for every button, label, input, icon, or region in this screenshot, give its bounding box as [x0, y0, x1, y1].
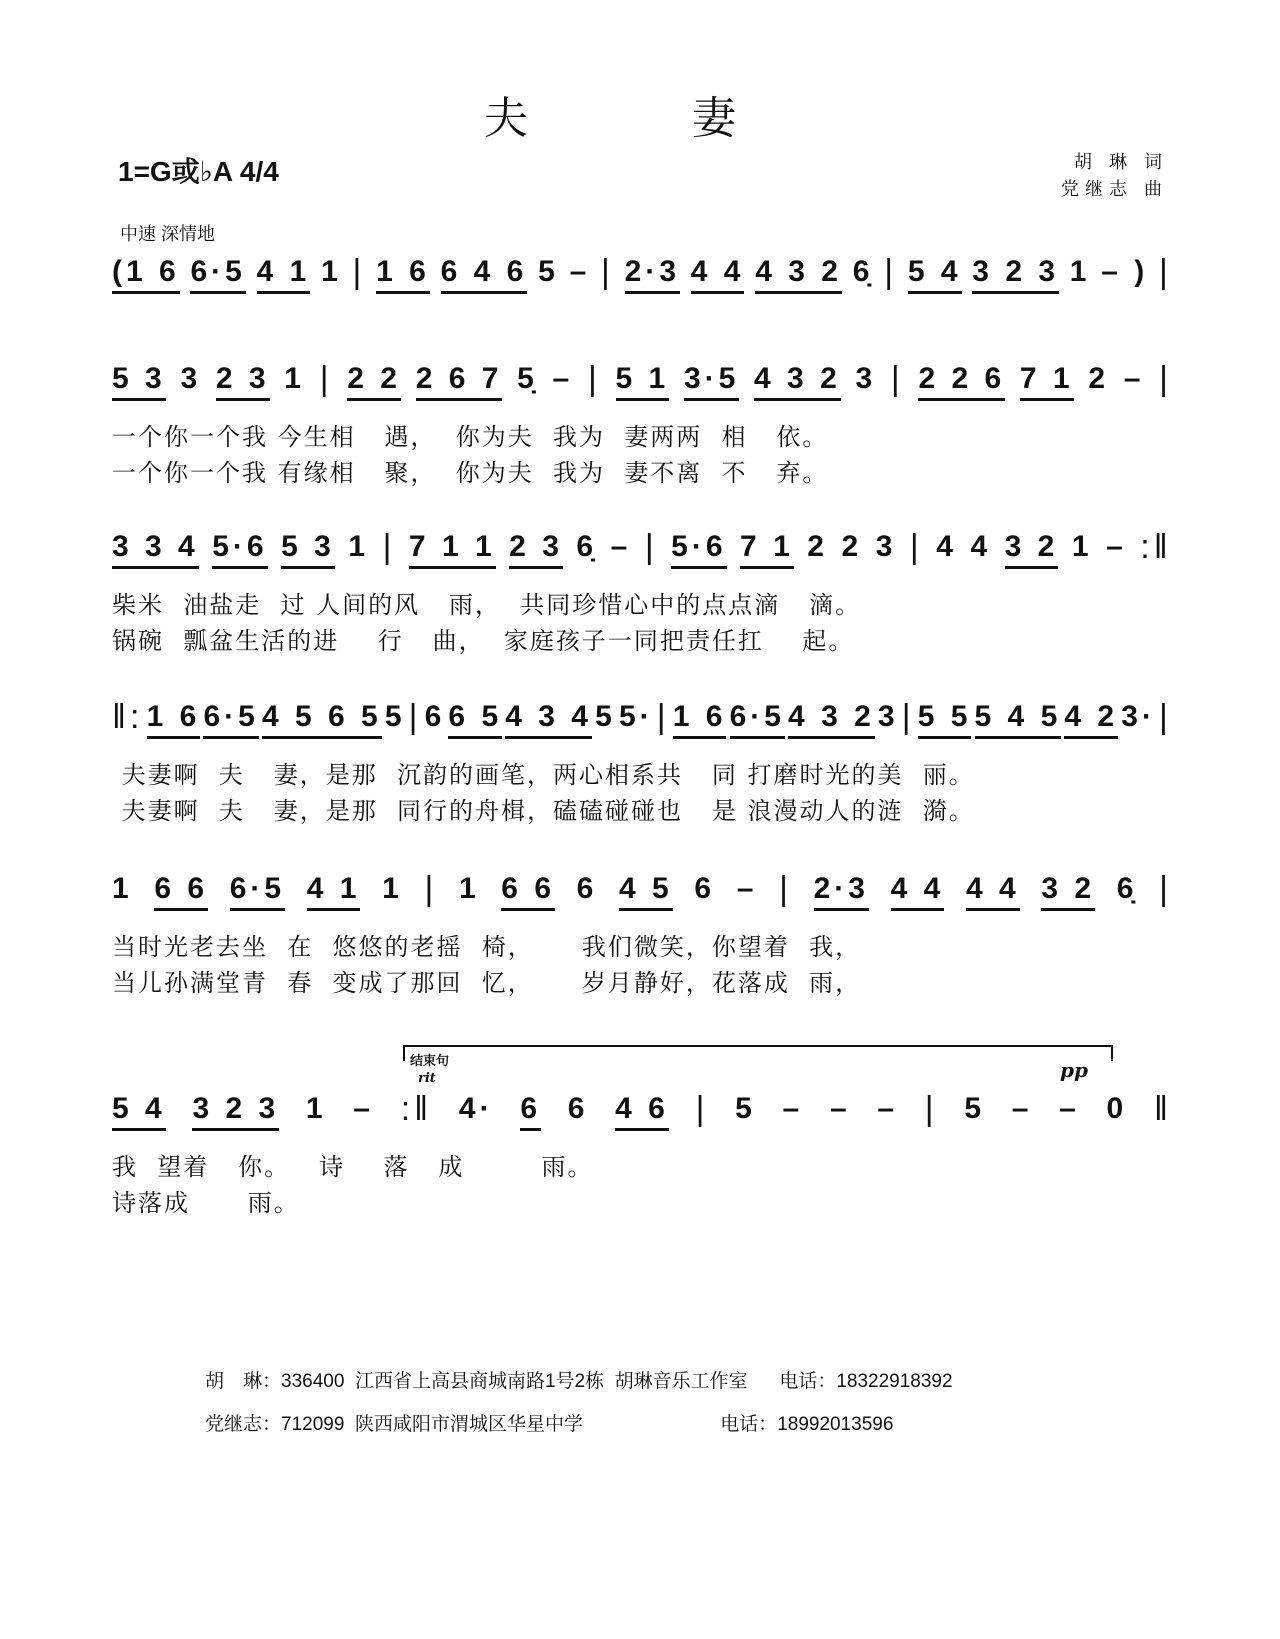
- note-group: 2: [1088, 362, 1110, 395]
- footer-line-2: 党继志：712099 陕西咸阳市渭城区华星中学 电话：18992013596: [205, 1414, 894, 1435]
- note-group: 7 1 1: [409, 530, 496, 569]
- lyrics-verse-2: 夫妻啊 夫 妻，是那 同行的舟楫，磕磕碰碰也 是 浪漫动人的涟 漪。: [112, 797, 975, 825]
- note-group: 4 2: [1064, 700, 1118, 739]
- note-group: 3: [875, 530, 897, 563]
- barline: |: [601, 253, 614, 291]
- note-group: –: [736, 872, 758, 905]
- note-group: 3 2 3: [972, 255, 1059, 294]
- note-group: 4: [970, 530, 992, 563]
- note-group: 2 3: [509, 530, 563, 569]
- note-group: 4 3 2: [788, 700, 875, 739]
- barline: |: [408, 698, 422, 736]
- note-group: 5̣: [517, 362, 538, 395]
- note-group: 1: [321, 255, 342, 288]
- note-group: 3·: [1121, 700, 1156, 733]
- note-group: 6: [567, 1092, 589, 1125]
- note-group: 3: [877, 700, 899, 733]
- barline: |: [319, 360, 333, 398]
- barline: |: [1159, 870, 1172, 908]
- barline: |: [890, 360, 904, 398]
- note-group: 6: [424, 700, 446, 733]
- note-group: 1 6: [376, 255, 430, 294]
- note-group: 1: [382, 872, 403, 905]
- note-group: 6̣: [852, 255, 874, 288]
- note-group: 5 4: [112, 1092, 166, 1131]
- note-group: 5: [384, 700, 406, 733]
- note-group: 4 5 6 5: [262, 700, 382, 739]
- note-group: –: [1011, 1092, 1033, 1125]
- barline: |: [884, 253, 898, 291]
- barline: |: [909, 528, 923, 566]
- note-group: 6 6: [154, 872, 208, 911]
- key-signature: 1=G或♭A 4/4: [118, 156, 279, 187]
- lyrics-verse-1: 一个你一个我 今生相 遇， 你为夫 我为 妻两两 相 依。: [112, 423, 829, 451]
- note-group: 2: [841, 530, 863, 563]
- note-group: 2 2 6: [918, 362, 1005, 401]
- note-group: 6̣: [1116, 872, 1138, 905]
- lyricist: 胡 琳 词: [1073, 152, 1168, 172]
- note-group: 5·6: [212, 530, 267, 569]
- note-group: 6 4 6: [441, 255, 528, 294]
- note-group: 5·: [618, 700, 654, 733]
- note-group: 6̣: [576, 530, 598, 563]
- barline: :‖: [1140, 528, 1172, 566]
- note-group: –: [1123, 362, 1145, 395]
- note-group: 5 1: [616, 362, 670, 401]
- lyrics-verse-2: 诗落成 雨。: [112, 1189, 300, 1217]
- note-group: 4 4: [691, 255, 745, 294]
- barline: |: [656, 698, 670, 736]
- note-group: –: [353, 1092, 374, 1125]
- note-group: 4 3 2: [754, 362, 841, 401]
- notation-line: [112, 700, 1172, 744]
- rit-marking: rit: [418, 1071, 436, 1086]
- note-group: 1: [305, 1092, 327, 1125]
- barline: ‖:: [112, 698, 144, 736]
- note-group: 6: [520, 1092, 541, 1131]
- note-group: 1 6: [673, 700, 727, 739]
- note-group: 4 1: [307, 872, 361, 911]
- notation-line: [112, 530, 1172, 574]
- lyrics-verse-2: 当儿孙满堂青 春 变成了那回 忆， 岁月静好，花落成 雨，: [112, 969, 862, 997]
- barline: |: [382, 528, 396, 566]
- note-group: 2: [807, 530, 828, 563]
- note-group: 5 4: [908, 255, 962, 294]
- note-group: 4: [936, 530, 957, 563]
- note-group: –: [829, 1092, 851, 1125]
- note-group: 1: [1071, 530, 1093, 563]
- barline: ‖: [1153, 1090, 1172, 1128]
- note-group: –: [569, 255, 591, 288]
- note-group: – ): [1101, 255, 1149, 288]
- note-group: 5: [964, 1092, 986, 1125]
- note-group: 5 4 5: [975, 700, 1062, 739]
- note-group: 1: [284, 362, 305, 395]
- note-group: 7 1: [740, 530, 794, 569]
- note-group: 3 2: [1005, 530, 1059, 569]
- barline: |: [779, 870, 792, 908]
- notation-line: [112, 255, 1172, 299]
- note-group: 1: [112, 872, 133, 905]
- note-group: 4 4: [891, 872, 945, 911]
- dynamic-marking: pp: [1060, 1058, 1088, 1082]
- notation-line: [112, 1092, 1172, 1136]
- lyrics-verse-2: 一个你一个我 有缘相 聚， 你为夫 我为 妻不离 不 弃。: [112, 459, 829, 487]
- barline: |: [424, 870, 438, 908]
- note-group: 6 5: [448, 700, 502, 739]
- lyrics-verse-1: 夫妻啊 夫 妻，是那 沉韵的画笔，两心相系共 同 打磨时光的美 丽。: [112, 761, 975, 789]
- barline: :‖: [400, 1090, 433, 1128]
- note-group: 6·5: [230, 872, 285, 911]
- note-group: 2 3: [216, 362, 270, 401]
- ending-label: 结束句: [410, 1053, 450, 1068]
- notation-line: [112, 362, 1172, 406]
- footer-line-1: 胡 琳：336400 江西省上高县商城南路1号2栋 胡琳音乐工作室 电话：18322918392: [205, 1371, 953, 1392]
- lyrics-verse-2: 锅碗 瓢盆生活的进 行 曲， 家庭孩子一同把责任扛 起。: [112, 627, 855, 655]
- barline: |: [901, 698, 915, 736]
- note-group: (1 6: [112, 255, 180, 294]
- note-group: 5·6: [671, 530, 726, 569]
- note-group: 1: [348, 530, 370, 563]
- lyrics-verse-1: 我 望着 你。 诗 落 成 雨。: [112, 1153, 594, 1181]
- barline: |: [1159, 360, 1172, 398]
- note-group: –: [782, 1092, 804, 1125]
- barline: |: [924, 1090, 938, 1128]
- lyrics-verse-1: 当时光老去坐 在 悠悠的老摇 椅， 我们微笑，你望着 我，: [112, 933, 862, 961]
- note-group: 4 5: [619, 872, 673, 911]
- note-group: 4 1: [257, 255, 311, 294]
- note-group: 2 6 7: [416, 362, 503, 401]
- note-group: 0: [1106, 1092, 1128, 1125]
- note-group: 4 3 2: [755, 255, 842, 294]
- composer: 党继志 曲: [1060, 179, 1168, 199]
- note-group: 3 2: [1041, 872, 1095, 911]
- note-group: 3: [180, 362, 202, 395]
- ending-bracket: [403, 1045, 1113, 1061]
- note-group: 2·3: [625, 255, 680, 294]
- note-group: 3 3 4: [112, 530, 199, 569]
- note-group: 1: [1069, 255, 1091, 288]
- note-group: 6·5: [730, 700, 785, 739]
- note-group: 2 2: [347, 362, 401, 401]
- song-title: 夫 妻: [484, 93, 796, 144]
- note-group: 3·5: [684, 362, 739, 401]
- note-group: 6: [576, 872, 598, 905]
- note-group: 1: [458, 872, 480, 905]
- barline: |: [644, 528, 658, 566]
- note-group: –: [552, 362, 574, 395]
- tempo-marking: 中速 深情地: [120, 224, 216, 244]
- note-group: 6·5: [203, 700, 258, 739]
- note-group: 6: [694, 872, 716, 905]
- note-group: –: [610, 530, 632, 563]
- note-group: 3: [855, 362, 877, 395]
- note-group: 3 2 3: [192, 1092, 279, 1131]
- note-group: 7 1: [1020, 362, 1074, 401]
- note-group: –: [1059, 1092, 1080, 1125]
- note-group: 1 6: [147, 700, 201, 739]
- note-group: –: [877, 1092, 899, 1125]
- note-group: 2·3: [814, 872, 869, 911]
- note-group: 5 3: [281, 530, 335, 569]
- note-group: 5 5: [918, 700, 972, 739]
- notation-line: [112, 872, 1172, 916]
- barline: |: [1159, 698, 1172, 736]
- note-group: 4 4: [966, 872, 1020, 911]
- lyrics-verse-1: 柴米 油盐走 过 人间的风 雨， 共同珍惜心中的点点滴 滴。: [112, 591, 862, 619]
- note-group: 5: [595, 700, 616, 733]
- note-group: 6·5: [190, 255, 245, 294]
- note-group: 5: [735, 1092, 756, 1125]
- note-group: 4 3 4: [505, 700, 592, 739]
- note-group: 4 6: [615, 1092, 669, 1131]
- note-group: 6 6: [501, 872, 555, 911]
- barline: |: [1159, 253, 1172, 291]
- barline: |: [587, 360, 601, 398]
- note-group: 5: [538, 255, 559, 288]
- barline: |: [352, 253, 366, 291]
- note-group: 5 3: [112, 362, 166, 401]
- barline: |: [695, 1090, 709, 1128]
- note-group: 4·: [458, 1092, 494, 1125]
- note-group: –: [1106, 530, 1127, 563]
